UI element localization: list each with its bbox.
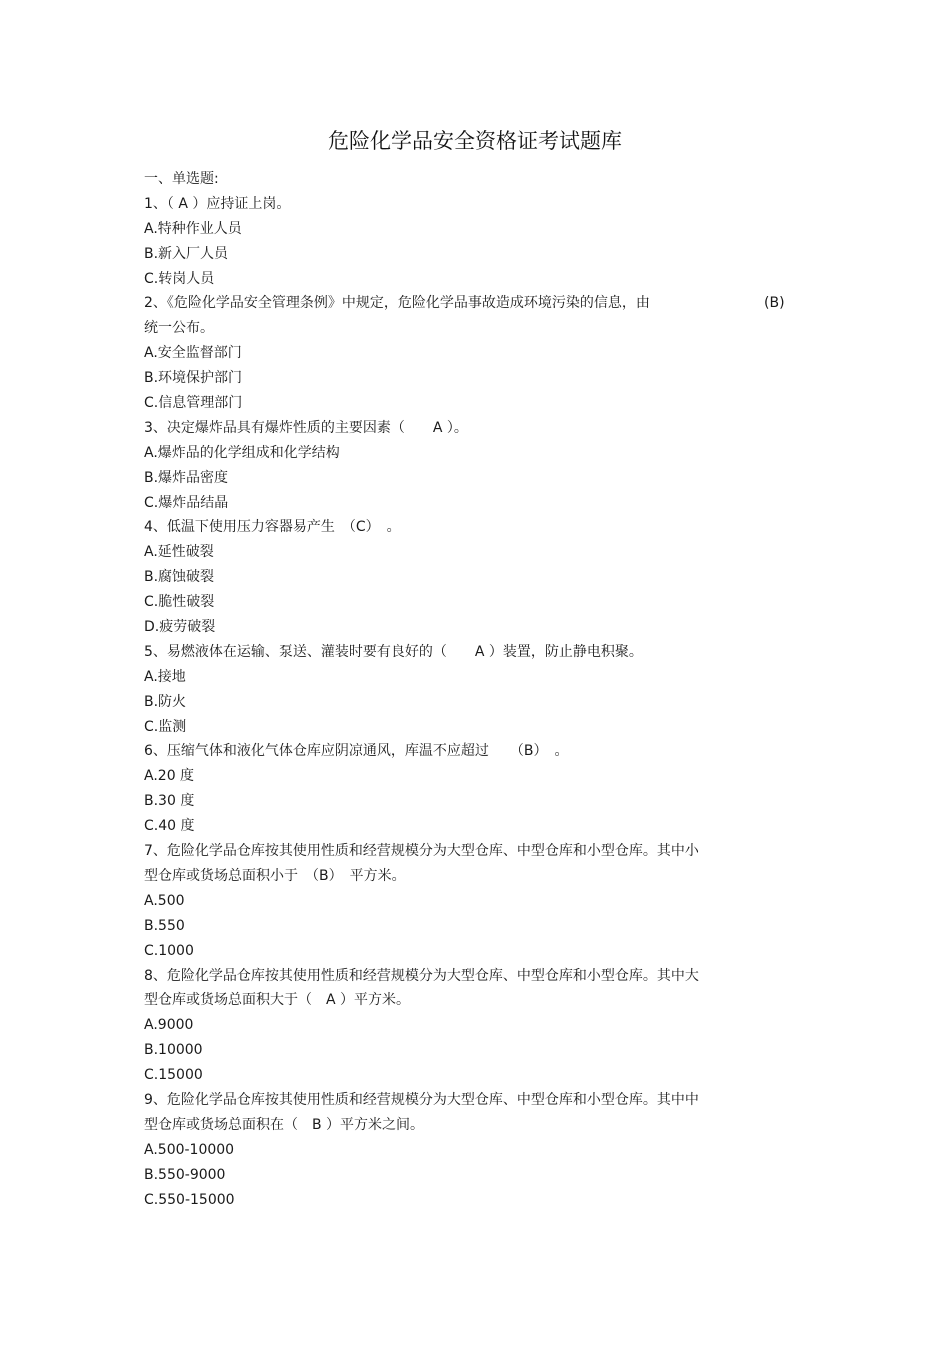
text-line: A.500	[144, 892, 185, 909]
text-line: 5、易燃液体在运输、泵送、灌装时要有良好的（ A ）装置，防止静电积聚。	[144, 643, 643, 660]
answer-mark: (B)	[764, 295, 785, 312]
text-line: 统一公布。	[144, 320, 214, 337]
text-line: C.监测	[144, 718, 187, 735]
text-line: C.爆炸品结晶	[144, 494, 229, 511]
text-line: A.特种作业人员	[144, 220, 242, 237]
question-list	[144, 167, 824, 1212]
text-line: C.转岗人员	[144, 270, 215, 287]
text-line: B.环境保护部门	[144, 370, 243, 387]
text-line: A.爆炸品的化学组成和化学结构	[144, 444, 340, 461]
text-line: B.10000	[144, 1042, 203, 1059]
text-line: C.1000	[144, 942, 194, 959]
text-line: 3、决定爆炸品具有爆炸性质的主要因素（ A ）。	[144, 419, 468, 436]
text-line: D.疲劳破裂	[144, 619, 216, 636]
text-line: C.脆性破裂	[144, 594, 215, 611]
section-heading: 一、单选题:	[144, 171, 219, 187]
text-line: 9、危险化学品仓库按其使用性质和经营规模分为大型仓库、中型仓库和小型仓库。其中中	[144, 1091, 699, 1108]
text-line: 型仓库或货场总面积在（ B ）平方米之间。	[144, 1116, 425, 1133]
text-line: C.15000	[144, 1067, 203, 1084]
text-line: B.防火	[144, 693, 187, 710]
text-line: A.500-10000	[144, 1141, 235, 1158]
text-line: B.30 度	[144, 793, 195, 810]
text-line: A.延性破裂	[144, 544, 214, 561]
text-line: 4、低温下使用压力容器易产生 （C） 。	[144, 519, 401, 536]
text-line: B.腐蚀破裂	[144, 569, 215, 586]
text-line: 型仓库或货场总面积大于（ A ）平方米。	[144, 992, 411, 1009]
text-line: B.新入厂人员	[144, 245, 229, 262]
text-line: 6、压缩气体和液化气体仓库应阴凉通风，库温不应超过 （B） 。	[144, 743, 569, 760]
text-line: 7、危险化学品仓库按其使用性质和经营规模分为大型仓库、中型仓库和小型仓库。其中小	[144, 843, 699, 860]
text-line: 2、《危险化学品安全管理条例》中规定，危险化学品事故造成环境污染的信息，由	[144, 295, 650, 312]
text-line: C.信息管理部门	[144, 395, 243, 412]
question-2-line	[144, 291, 824, 316]
text-line: B.550	[144, 917, 185, 934]
text-line: 1、（ A ）应持证上岗。	[144, 195, 291, 212]
text-line: B.550-9000	[144, 1166, 226, 1183]
text-line: A.9000	[144, 1017, 194, 1034]
text-line: C.40 度	[144, 818, 195, 835]
text-line: A.安全监督部门	[144, 345, 242, 362]
text-line: 8、危险化学品仓库按其使用性质和经营规模分为大型仓库、中型仓库和小型仓库。其中大	[144, 967, 699, 984]
text-line: A.20 度	[144, 768, 195, 785]
text-line: C.550-15000	[144, 1191, 235, 1208]
text-line: 型仓库或货场总面积小于 （B） 平方米。	[144, 867, 406, 884]
text-line: A.接地	[144, 668, 186, 685]
text-line: B.爆炸品密度	[144, 469, 229, 486]
document-title: 危险化学品安全资格证考试题库	[328, 129, 622, 153]
